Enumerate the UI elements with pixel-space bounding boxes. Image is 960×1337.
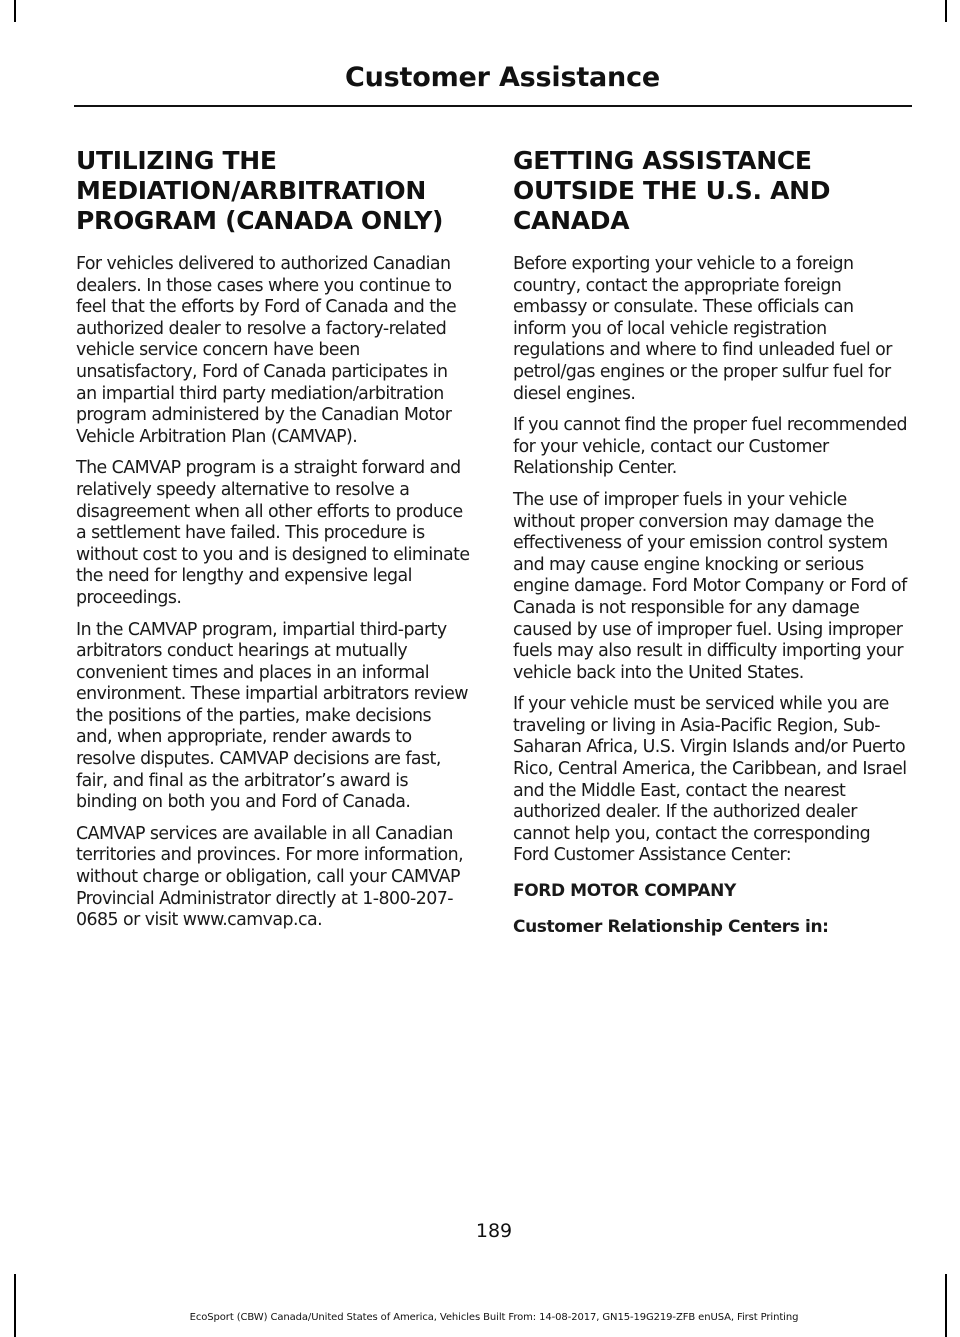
heading-line: PROGRAM (CANADA ONLY) bbox=[76, 206, 444, 235]
page-header-title: Customer Assistance bbox=[345, 62, 660, 93]
heading-line: UTILIZING THE bbox=[76, 146, 277, 175]
paragraph: Before exporting your vehicle to a foreign country, contact the appropriate foreign embassy or consulate. These officials can inform you of local vehicle registration regulations and where to find unleaded fuel or petrol/gas engines or the proper sulfur fuel for diesel engines. bbox=[513, 254, 892, 404]
crop-mark-top-left bbox=[14, 0, 16, 22]
heading-line: GETTING ASSISTANCE bbox=[513, 146, 812, 175]
heading-line: MEDIATION/ARBITRATION bbox=[76, 176, 426, 205]
paragraph: If you cannot find the proper fuel recommended for your vehicle, contact our Customer Relationship Center. bbox=[513, 415, 907, 479]
header-divider bbox=[74, 105, 912, 107]
right-column bbox=[513, 146, 907, 952]
heading-line: OUTSIDE THE U.S. AND bbox=[513, 176, 831, 205]
crop-mark-bottom-right bbox=[945, 1274, 947, 1337]
page-number: 189 bbox=[475, 1220, 513, 1242]
paragraph: In the CAMVAP program, impartial third-party arbitrators conduct hearings at mutually convenient times and places in an informal environment. These impartial arbitrators review the positions of the parties, make decisions and, when appropriate, render awards to resolve disputes. CAMVAP decisions are fast, fair, and final as the arbitrator’s award is binding on both you and Ford of Canada. bbox=[76, 619, 468, 813]
crop-mark-bottom-left bbox=[14, 1274, 16, 1337]
paragraph: If your vehicle must be serviced while you are traveling or living in Asia-Pacific Region, Sub-Saharan Africa, U.S. Virgin Islands and/or Puerto Rico, Central America, the Caribbean, and Israel and the Middle East, contact the nearest authorized dealer. If the authorized dealer cannot help you, contact the corresponding Ford Customer Assistance Center: bbox=[513, 694, 907, 866]
subheading-customer-relationship-centers: Customer Relationship Centers in: bbox=[513, 916, 829, 937]
section-heading-outside-us-canada bbox=[513, 146, 907, 236]
crop-mark-top-right bbox=[945, 0, 947, 22]
heading-line: CANADA bbox=[513, 206, 630, 235]
section-heading-mediation bbox=[76, 146, 470, 236]
subheading-ford-motor-company: FORD MOTOR COMPANY bbox=[513, 881, 736, 902]
paragraph: The CAMVAP program is a straight forward and relatively speedy alternative to resolve a disagreement when all other efforts to produce a settlement have failed. This procedure is without cost to you and is designed to eliminate the need for lengthy and expensive legal proceedings. bbox=[76, 458, 470, 608]
paragraph: The use of improper fuels in your vehicle without proper conversion may damage the effectiveness of your emission control system and may cause engine knocking or serious engine damage. Ford Motor Company or Ford of Canada is not responsible for any damage caused by use of improper fuel. Using improper fuels may also result in difficulty importing your vehicle back into the United States. bbox=[513, 489, 907, 683]
paragraph: CAMVAP services are available in all Canadian territories and provinces. For more information, without charge or obligation, call your CAMVAP Provincial Administrator directly at 1-800-207-0685 or visit www.camvap.ca. bbox=[76, 823, 464, 931]
footer-text: EcoSport (CBW) Canada/United States of America, Vehicles Built From: 14-08-2017, GN15-19G219-ZFB enUSA, First Printing bbox=[189, 1312, 799, 1323]
left-column bbox=[76, 146, 470, 942]
paragraph: For vehicles delivered to authorized Canadian dealers. In those cases where you continue to feel that the efforts by Ford of Canada and the authorized dealer to resolve a factory-related vehicle service concern have been unsatisfactory, Ford of Canada participates in an impartial third party mediation/arbitration program administered by the Canadian Motor Vehicle Arbitration Plan (CAMVAP). bbox=[76, 254, 457, 447]
